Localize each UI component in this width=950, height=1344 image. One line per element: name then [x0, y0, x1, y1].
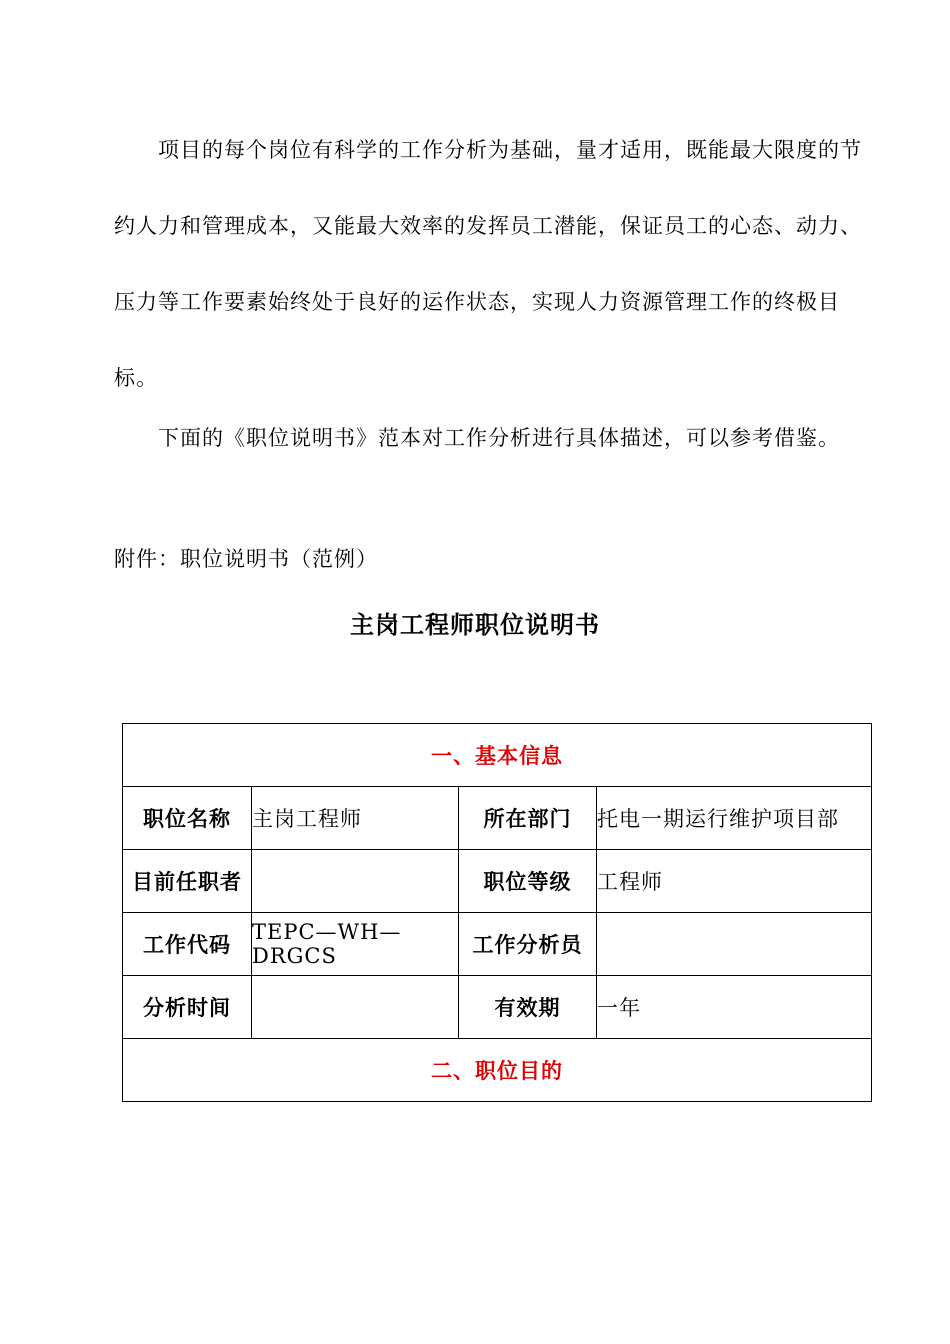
intro-paragraph-1: 项目的每个岗位有科学的工作分析为基础，量才适用，既能最大限度的节约人力和管理成本，又能最大效率的发挥员工潜能，保证员工的心态、动力、压力等工作要素始终处于良好的运作状态，实现人力资源管理工作的终极目标。: [114, 138, 862, 390]
label-position-name: 职位名称: [123, 787, 252, 850]
document-title: 主岗工程师职位说明书: [350, 611, 600, 639]
section-row-position-purpose: [123, 1039, 872, 1102]
value-job-code: TEPC—WH—DRGCS: [252, 913, 459, 976]
table-row: [123, 787, 872, 850]
label-analysis-time: 分析时间: [123, 976, 252, 1039]
value-position-name: 主岗工程师: [252, 787, 459, 850]
section-row-basic-info: [123, 724, 872, 787]
value-validity-period: 一年: [597, 976, 872, 1039]
value-analysis-time: [252, 976, 459, 1039]
section-heading-basic-info: 一、基本信息: [123, 724, 872, 787]
attachment-label: 附件：职位说明书（范例）: [114, 547, 378, 571]
section-heading-position-purpose: 二、职位目的: [123, 1039, 872, 1102]
intro-paragraph-2: 下面的《职位说明书》范本对工作分析进行具体描述，可以参考借鉴。: [158, 426, 840, 450]
job-info-table: [122, 723, 872, 1102]
table-row: [123, 850, 872, 913]
table-row: [123, 976, 872, 1039]
label-current-holder: 目前任职者: [123, 850, 252, 913]
label-position-level: 职位等级: [459, 850, 597, 913]
table-row: [123, 913, 872, 976]
label-validity-period: 有效期: [459, 976, 597, 1039]
value-job-analyst: [597, 913, 872, 976]
value-current-holder: [252, 850, 459, 913]
label-job-code: 工作代码: [123, 913, 252, 976]
value-position-level: 工程师: [597, 850, 872, 913]
value-department: 托电一期运行维护项目部: [597, 787, 872, 850]
label-department: 所在部门: [459, 787, 597, 850]
label-job-analyst: 工作分析员: [459, 913, 597, 976]
